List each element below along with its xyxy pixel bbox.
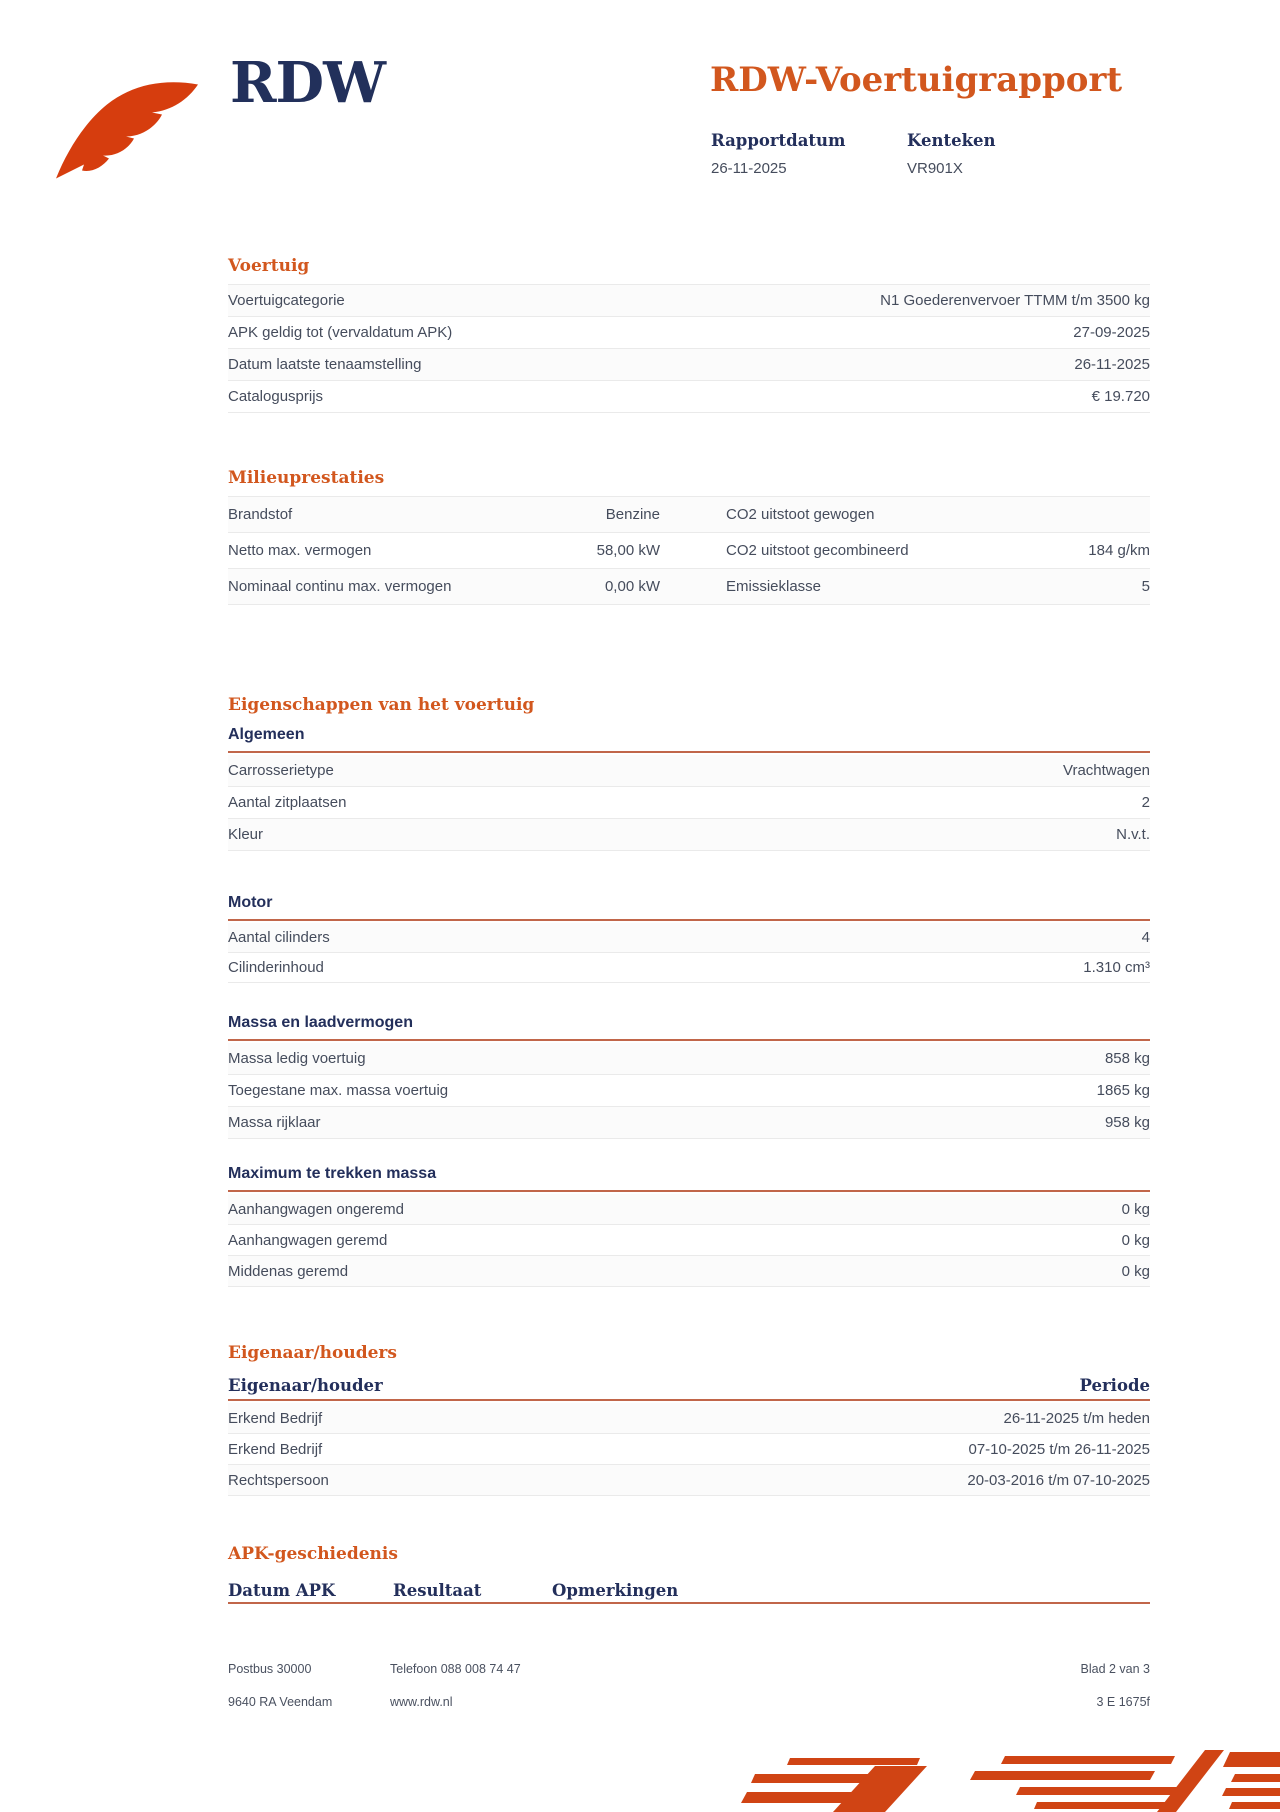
row-label: Carrosserietype <box>228 762 334 779</box>
row-value: 0,00 kW <box>604 578 660 595</box>
table-row <box>228 496 1150 533</box>
row-value: N.v.t. <box>1116 826 1150 843</box>
subsection-heading: Motor <box>228 894 273 911</box>
row-label: Nominaal continu max. vermogen <box>228 578 452 595</box>
row-label: Brandstof <box>228 506 293 523</box>
footer-address-2: 9640 RA Veendam <box>228 1695 333 1709</box>
table-row <box>228 1043 1150 1075</box>
orange-rule <box>228 1039 1150 1041</box>
row-label: Aantal zitplaatsen <box>228 794 347 811</box>
column-header-periode: Periode <box>1079 1376 1150 1395</box>
row-label: Middenas geremd <box>228 1262 349 1280</box>
column-header-opmerkingen: Opmerkingen <box>552 1581 679 1600</box>
table-row <box>228 923 1150 953</box>
row-label: Netto max. vermogen <box>228 542 372 559</box>
row-value: 1.310 cm³ <box>1083 959 1150 976</box>
row-label: Aanhangwagen ongeremd <box>228 1200 404 1218</box>
row-value: 1865 kg <box>1096 1082 1150 1099</box>
row-label: CO2 uitstoot gecombineerd <box>726 542 909 559</box>
table-row <box>228 1107 1150 1139</box>
orange-rule <box>228 1399 1150 1401</box>
row-value: 07-10-2025 t/m 26-11-2025 <box>968 1440 1150 1458</box>
report-meta <box>711 130 1103 177</box>
row-label: Erkend Bedrijf <box>228 1440 323 1458</box>
rdw-logo-wordmark: RDW <box>230 50 385 116</box>
footer-line-1 <box>228 1662 1150 1676</box>
speed-lines-graphic <box>735 1750 1280 1812</box>
table-row <box>228 381 1150 413</box>
row-value: 27-09-2025 <box>1073 324 1150 341</box>
row-pair-left <box>228 578 660 595</box>
table-row <box>228 533 1150 569</box>
row-pair-left <box>228 506 660 523</box>
apk-header-row <box>228 1576 1150 1600</box>
speed-lines-icon <box>735 1750 1280 1812</box>
footer-doc-code: 3 E 1675f <box>1096 1695 1150 1709</box>
table-row <box>228 1403 1150 1434</box>
table-row <box>228 317 1150 349</box>
row-label: Catalogusprijs <box>228 388 324 405</box>
row-label: Massa ledig voertuig <box>228 1050 366 1067</box>
row-value: N1 Goederenvervoer TTMM t/m 3500 kg <box>880 292 1150 309</box>
footer-page-number: Blad 2 van 3 <box>1080 1662 1150 1676</box>
subsection-algemeen <box>228 724 1150 851</box>
subsection-motor <box>228 892 1150 983</box>
license-plate-block <box>907 130 1103 177</box>
table-row <box>228 1256 1150 1287</box>
row-label: APK geldig tot (vervaldatum APK) <box>228 324 453 341</box>
footer-address-1: Postbus 30000 <box>228 1662 312 1676</box>
trekken-table <box>228 1194 1150 1287</box>
section-milieuprestaties <box>228 468 1150 605</box>
eigenaar-header-row <box>228 1371 1150 1395</box>
section-heading: Voertuig <box>228 256 310 276</box>
orange-rule <box>228 1602 1150 1604</box>
row-label: Aanhangwagen geremd <box>228 1231 388 1249</box>
orange-rule <box>228 919 1150 921</box>
table-row <box>228 755 1150 787</box>
row-value: 58,00 kW <box>596 542 660 559</box>
section-heading: APK-geschiedenis <box>228 1544 398 1564</box>
massa-table <box>228 1043 1150 1139</box>
section-eigenaar <box>228 1343 1150 1496</box>
orange-rule <box>228 751 1150 753</box>
subsection-trekken <box>228 1163 1150 1287</box>
footer-phone: Telefoon 088 008 74 47 <box>390 1662 521 1676</box>
table-row <box>228 953 1150 983</box>
report-date-block <box>711 130 907 177</box>
column-header-eigenaar: Eigenaar/houder <box>228 1376 383 1395</box>
row-label: Emissieklasse <box>726 578 822 595</box>
table-row <box>228 1465 1150 1496</box>
row-label: Voertuigcategorie <box>228 292 345 309</box>
row-value: Benzine <box>605 506 660 523</box>
rdw-logo <box>52 50 385 185</box>
orange-rule <box>228 1190 1150 1192</box>
row-value: 5 <box>1141 578 1150 595</box>
algemeen-table <box>228 755 1150 851</box>
row-label: Erkend Bedrijf <box>228 1409 323 1427</box>
row-value: 184 g/km <box>1088 542 1150 559</box>
row-pair-left <box>228 542 660 559</box>
row-value: 4 <box>1141 929 1150 946</box>
section-heading: Milieuprestaties <box>228 468 385 488</box>
table-row <box>228 284 1150 317</box>
table-row <box>228 1194 1150 1225</box>
voertuig-table <box>228 284 1150 413</box>
eigenaar-table <box>228 1403 1150 1496</box>
rdw-wing-icon <box>52 77 202 185</box>
row-value: € 19.720 <box>1091 388 1150 405</box>
row-label: Rechtspersoon <box>228 1471 329 1489</box>
row-value: 858 kg <box>1104 1050 1150 1067</box>
section-heading: Eigenschappen van het voertuig <box>228 695 535 715</box>
section-apk <box>228 1544 1150 1606</box>
footer-line-2 <box>228 1695 1150 1709</box>
section-eigenschappen-heading <box>228 695 1150 715</box>
row-label: Massa rijklaar <box>228 1114 321 1131</box>
row-label: Kleur <box>228 826 264 843</box>
subsection-massa <box>228 1012 1150 1139</box>
table-row <box>228 1075 1150 1107</box>
row-label: Toegestane max. massa voertuig <box>228 1082 449 1099</box>
row-value: Vrachtwagen <box>1063 762 1150 779</box>
row-label: CO2 uitstoot gewogen <box>726 506 875 523</box>
row-value: 0 kg <box>1121 1200 1150 1218</box>
table-row <box>228 819 1150 851</box>
row-label: Datum laatste tenaamstelling <box>228 356 422 373</box>
row-value: 20-03-2016 t/m 07-10-2025 <box>967 1471 1150 1489</box>
row-value: 26-11-2025 <box>1074 356 1150 373</box>
row-value: 2 <box>1141 794 1150 811</box>
license-plate-value: VR901X <box>907 160 963 177</box>
row-value: 0 kg <box>1121 1231 1150 1249</box>
motor-table <box>228 923 1150 983</box>
row-pair-right <box>726 506 1150 523</box>
row-value: 0 kg <box>1121 1262 1150 1280</box>
subsection-heading: Maximum te trekken massa <box>228 1165 437 1182</box>
row-value: 26-11-2025 t/m heden <box>1003 1409 1150 1427</box>
column-header-datum-apk: Datum APK <box>228 1581 336 1600</box>
report-date-value: 26-11-2025 <box>711 160 787 177</box>
table-row <box>228 1225 1150 1256</box>
row-label: Aantal cilinders <box>228 929 330 946</box>
row-pair-right <box>726 578 1150 595</box>
row-value: 958 kg <box>1104 1114 1150 1131</box>
section-heading: Eigenaar/houders <box>228 1343 397 1363</box>
row-pair-right <box>726 542 1150 559</box>
page-title: RDW-Voertuigrapport <box>710 60 1123 100</box>
table-row <box>228 349 1150 381</box>
report-date-label: Rapportdatum <box>711 131 846 150</box>
table-row <box>228 569 1150 605</box>
subsection-heading: Algemeen <box>228 726 305 743</box>
table-row <box>228 787 1150 819</box>
milieu-table <box>228 496 1150 605</box>
table-row <box>228 1434 1150 1465</box>
column-header-resultaat: Resultaat <box>393 1581 482 1600</box>
subsection-heading: Massa en laadvermogen <box>228 1014 413 1031</box>
license-plate-label: Kenteken <box>907 131 996 150</box>
section-voertuig <box>228 256 1150 413</box>
row-label: Cilinderinhoud <box>228 959 324 976</box>
footer-website: www.rdw.nl <box>390 1695 453 1709</box>
